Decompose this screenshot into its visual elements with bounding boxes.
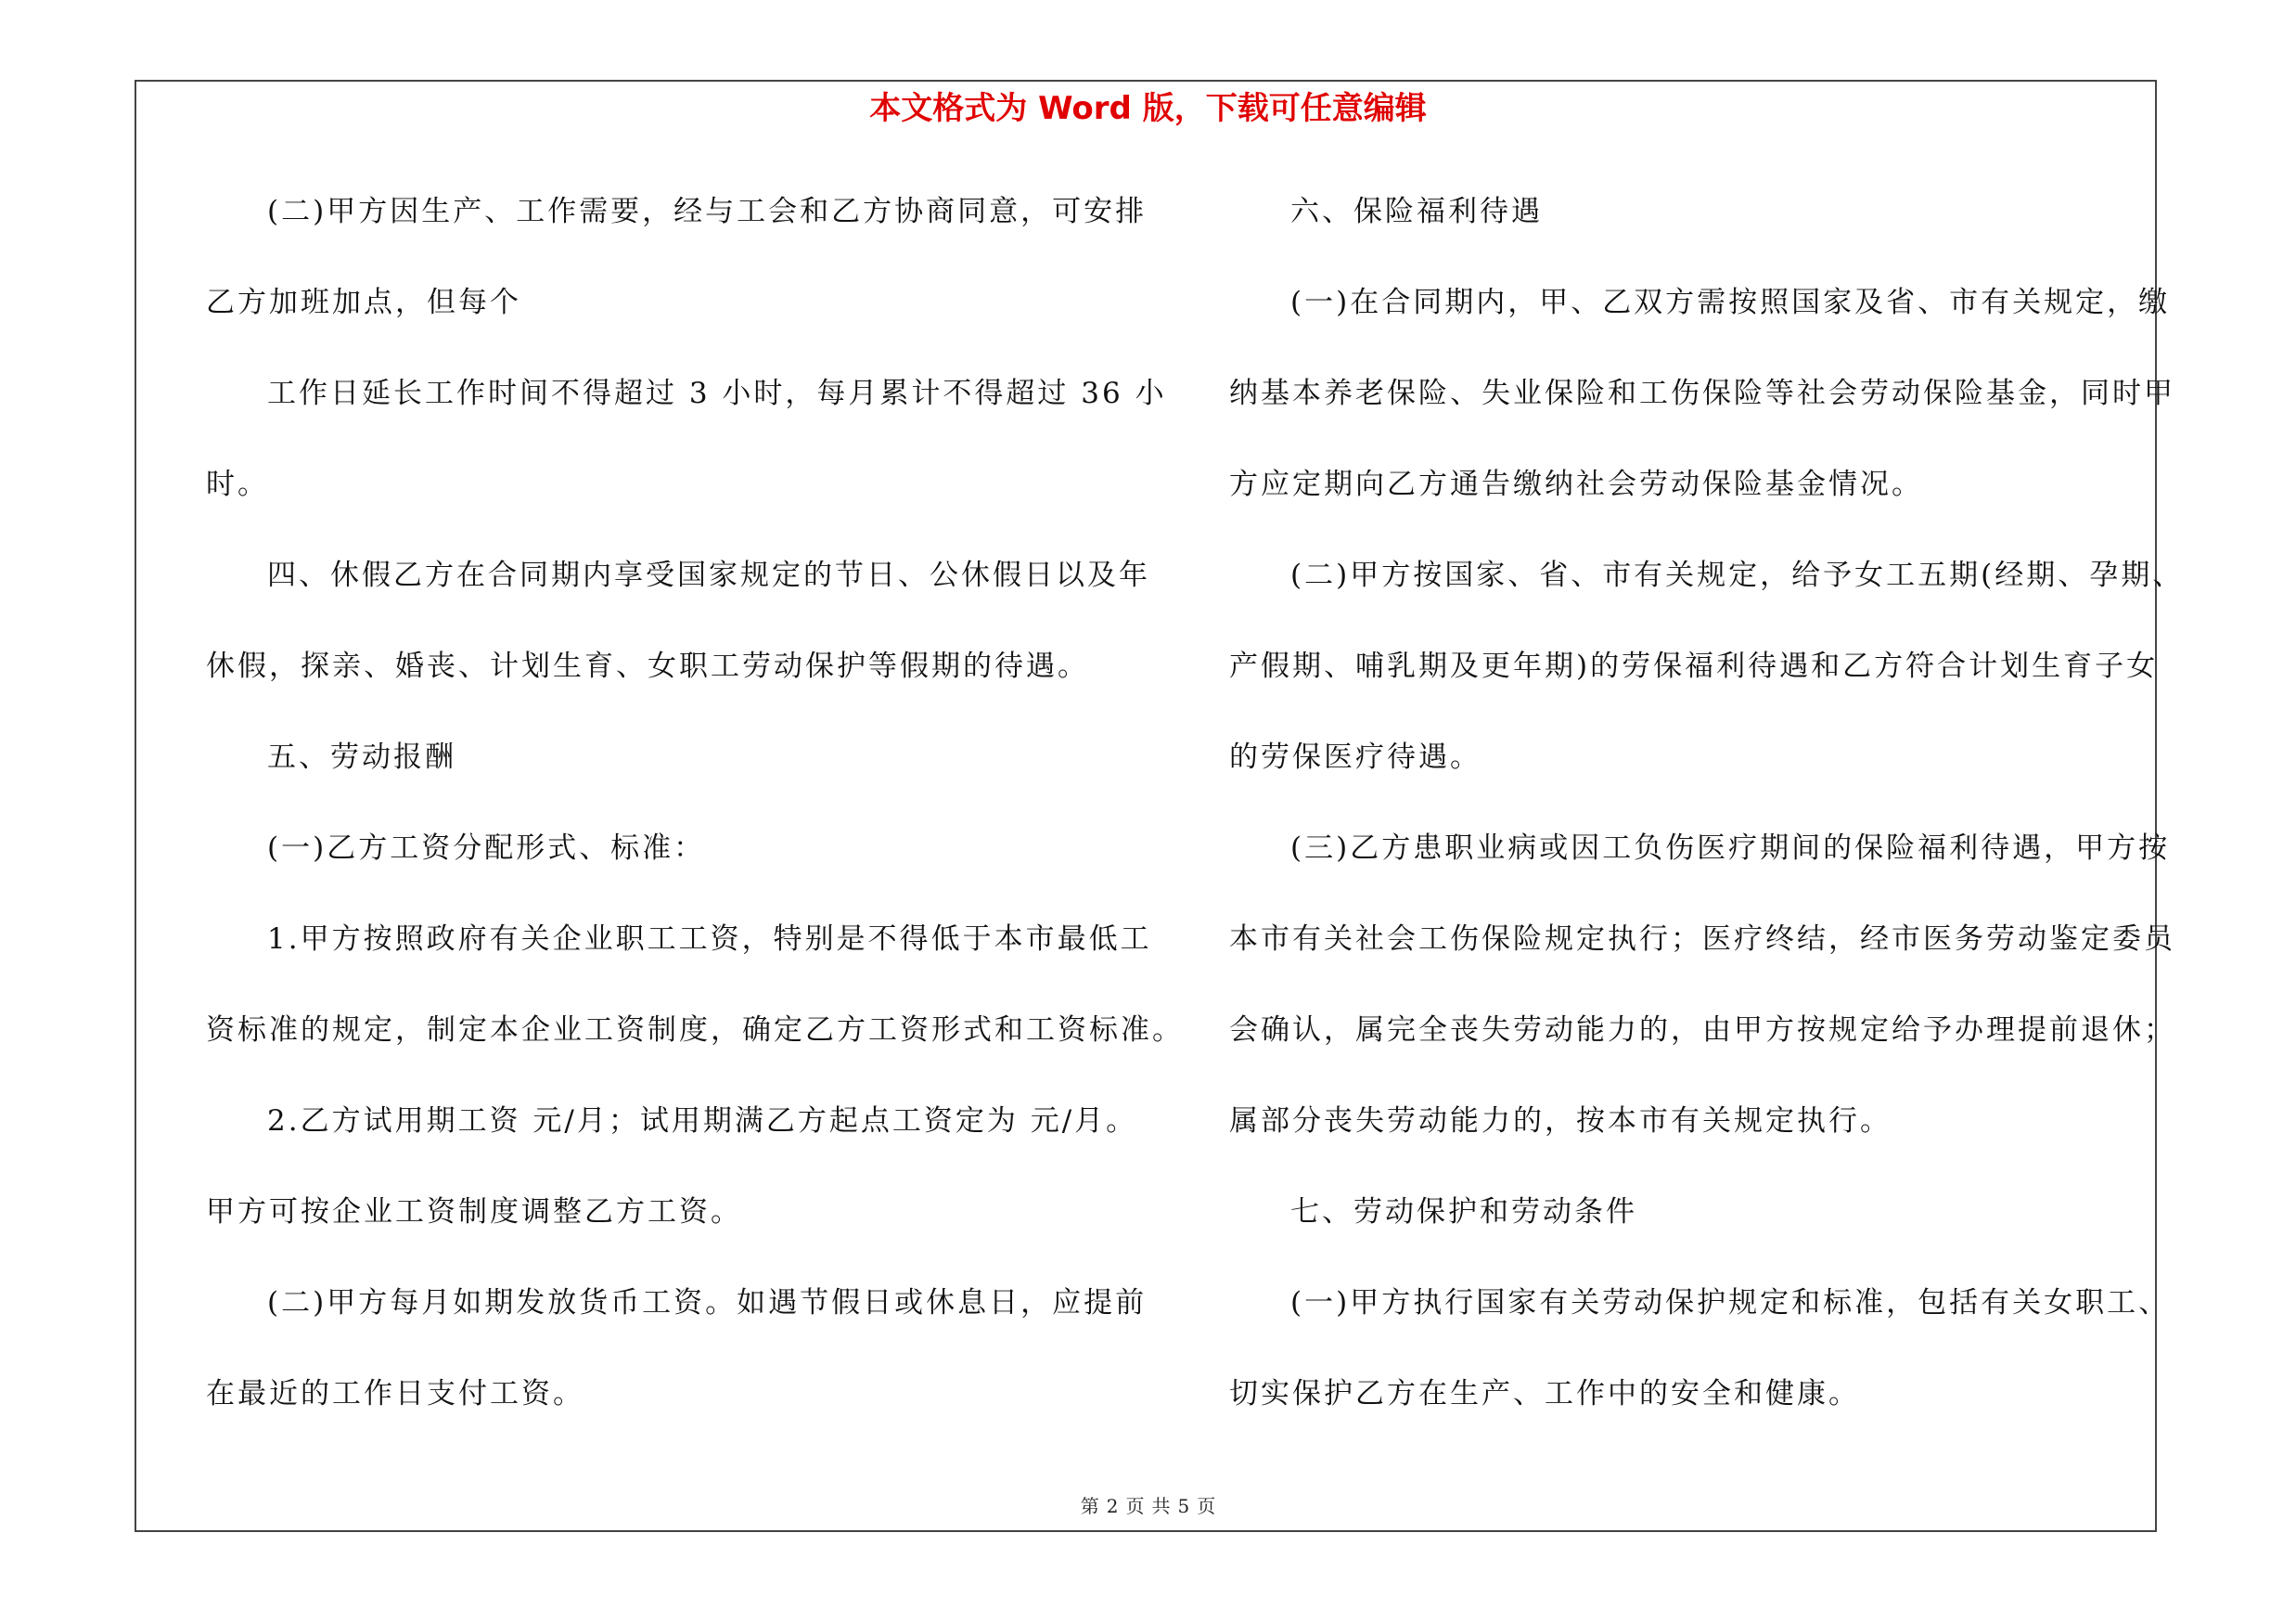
section-heading: 五、劳动报酬: [267, 741, 456, 774]
left-column: [206, 184, 1184, 1457]
current-page-number: 2: [1106, 1495, 1119, 1517]
paragraph-line: (二)甲方按国家、省、市有关规定，给予女工五期(经期、孕期、: [1290, 559, 2185, 592]
footer-suffix: 页: [1197, 1495, 1216, 1517]
paragraph-line: 1.甲方按照政府有关企业职工工资，特别是不得低于本市最低工: [267, 922, 1152, 956]
paragraph-line: 工作日延长工作时间不得超过 3 小时，每月累计不得超过 36 小: [267, 377, 1167, 410]
paragraph-line: 会确认，属完全丧失劳动能力的，由甲方按规定给予办理提前退休；: [1229, 1013, 2175, 1047]
paragraph-line: 纳基本养老保险、失业保险和工伤保险等社会劳动保险基金，同时甲: [1229, 377, 2175, 410]
section-heading: 六、保险福利待遇: [1290, 195, 1543, 228]
paragraph-line: (一)乙方工资分配形式、标准：: [267, 831, 706, 865]
paragraph-line: (一)在合同期内，甲、乙双方需按照国家及省、市有关规定，缴: [1290, 286, 2171, 319]
paragraph-line: (二)甲方每月如期发放货币工资。如遇节假日或休息日，应提前: [267, 1286, 1148, 1320]
paragraph-line: 乙方加班加点，但每个: [206, 286, 521, 319]
paragraph-line: 本市有关社会工伤保险规定执行；医疗终结，经市医务劳动鉴定委员: [1229, 922, 2175, 956]
paragraph-line: (三)乙方患职业病或因工负伤医疗期间的保险福利待遇，甲方按: [1290, 831, 2171, 865]
paragraph-line: 方应定期向乙方通告缴纳社会劳动保险基金情况。: [1229, 468, 1923, 501]
footer-total-word: 共: [1151, 1495, 1171, 1517]
paragraph-line: (二)甲方因生产、工作需要，经与工会和乙方协商同意，可安排: [267, 195, 1148, 228]
paragraph-line: 甲方可按企业工资制度调整乙方工资。: [206, 1195, 742, 1229]
paragraph-line: 资标准的规定，制定本企业工资制度，确定乙方工资形式和工资标准。: [206, 1013, 1184, 1047]
paragraph-line: 在最近的工作日支付工资。: [206, 1377, 584, 1410]
footer-prefix: 第: [1080, 1495, 1099, 1517]
paragraph-line: 的劳保医疗待遇。: [1229, 741, 1481, 774]
paragraph-line: 切实保护乙方在生产、工作中的安全和健康。: [1229, 1377, 1860, 1410]
paragraph-line: 属部分丧失劳动能力的，按本市有关规定执行。: [1229, 1104, 1892, 1138]
paragraph-line: 2.乙方试用期工资 元/月；试用期满乙方起点工资定为 元/月。: [267, 1104, 1138, 1138]
footer-page-word: 页: [1125, 1495, 1145, 1517]
paragraph-line: 休假，探亲、婚丧、计划生育、女职工劳动保护等假期的待遇。: [206, 650, 1089, 683]
paragraph-line: 时。: [206, 468, 269, 501]
total-page-number: 5: [1177, 1495, 1190, 1517]
paragraph-line: 产假期、哺乳期及更年期)的劳保福利待遇和乙方符合计划生育子女: [1229, 650, 2159, 683]
section-heading: 七、劳动保护和劳动条件: [1290, 1195, 1637, 1229]
format-notice-banner: 本文格式为 Word 版，下载可任意编辑: [869, 90, 1427, 127]
right-column: [1229, 184, 2185, 1457]
paragraph-line: 四、休假乙方在合同期内享受国家规定的节日、公休假日以及年: [267, 559, 1150, 592]
paragraph-line: (一)甲方执行国家有关劳动保护规定和标准，包括有关女职工、: [1290, 1286, 2171, 1320]
page-number-footer: [0, 1491, 2296, 1518]
